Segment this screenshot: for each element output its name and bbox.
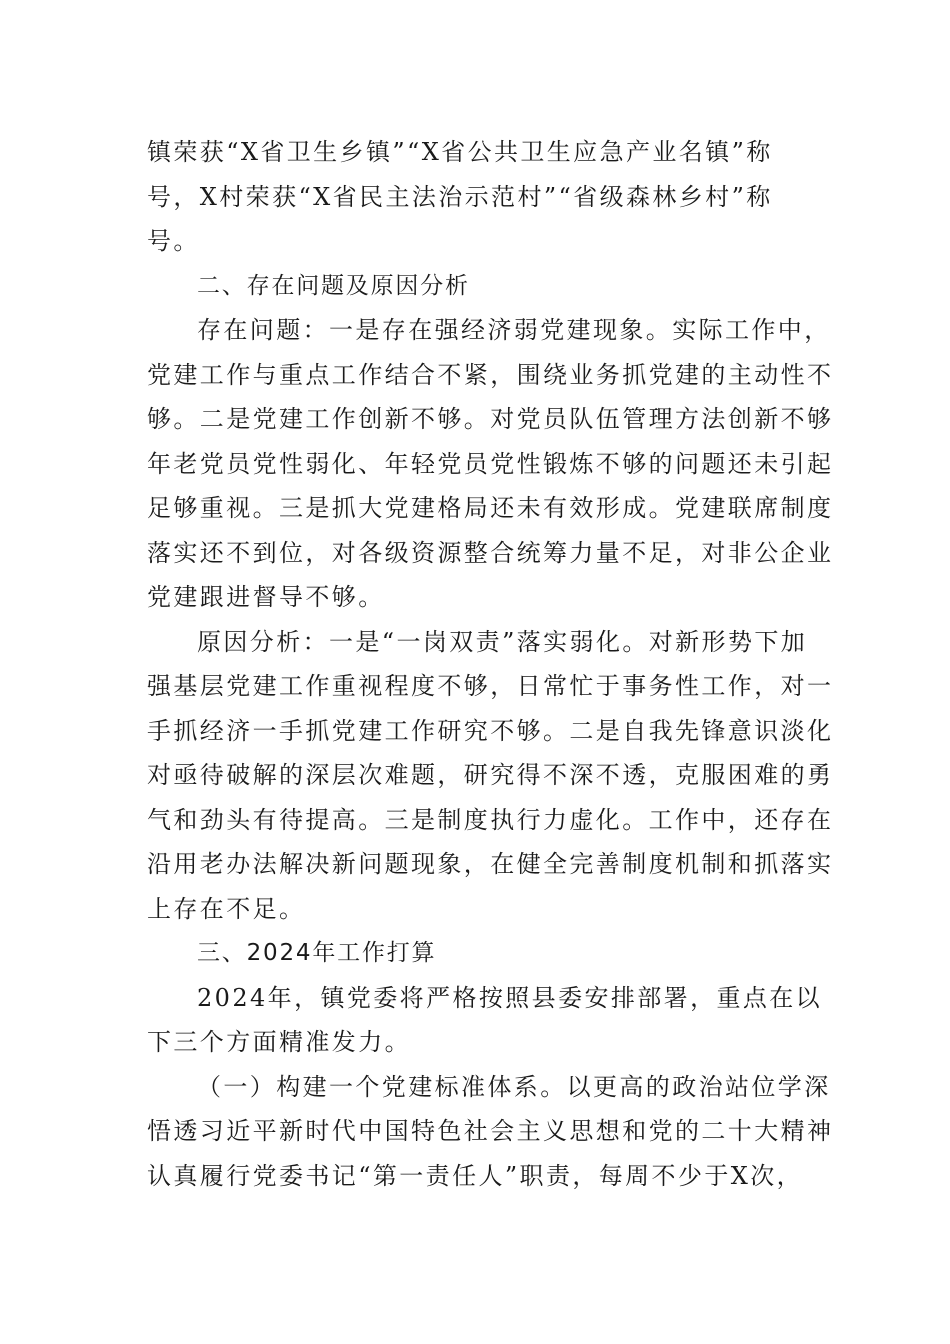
body-line: 上存在不足。 xyxy=(147,894,306,923)
body-line: 2024年，镇党委将严格按照县委安排部署，重点在以 xyxy=(197,983,823,1012)
section-heading-problems: 二、存在问题及原因分析 xyxy=(197,272,470,299)
body-line: 沿用老办法解决新问题现象，在健全完善制度机制和抓落实 xyxy=(147,850,834,878)
body-line: 对亟待破解的深层次难题，研究得不深不透，克服困难的勇 xyxy=(147,761,834,789)
body-line: 落实还不到位，对各级资源整合统筹力量不足，对非公企业 xyxy=(147,538,834,567)
body-line: 认真履行党委书记“第一责任人”职责，每周不少于X次， xyxy=(147,1161,804,1190)
document-body xyxy=(147,130,834,1198)
body-line: 号，X村荣获“X省民主法治示范村”“省级森林乡村”称 xyxy=(147,182,773,211)
body-line: 强基层党建工作重视程度不够，日常忙于事务性工作，对一 xyxy=(147,672,834,700)
body-line: 镇荣获“X省卫生乡镇”“X省公共卫生应急产业名镇”称 xyxy=(147,138,773,166)
body-line: 够。二是党建工作创新不够。对党员队伍管理方法创新不够 xyxy=(147,405,834,433)
body-line: 气和劲头有待提高。三是制度执行力虚化。工作中，还存在 xyxy=(147,805,834,834)
body-line: 党建跟进督导不够。 xyxy=(147,583,385,611)
body-line: 悟透习近平新时代中国特色社会主义思想和党的二十大精神 xyxy=(147,1117,834,1145)
body-line: 下三个方面精准发力。 xyxy=(147,1028,411,1056)
body-line: 手抓经济一手抓党建工作研究不够。二是自我先锋意识淡化 xyxy=(147,716,834,745)
body-line: 足够重视。三是抓大党建格局还未有效形成。党建联席制度 xyxy=(147,494,834,522)
body-line: （一）构建一个党建标准体系。以更高的政治站位学深 xyxy=(197,1072,831,1101)
body-line: 号。 xyxy=(147,227,200,255)
body-line: 年老党员党性弱化、年轻党员党性锻炼不够的问题还未引起 xyxy=(147,449,834,478)
body-line: 党建工作与重点工作结合不紧，围绕业务抓党建的主动性不 xyxy=(147,360,834,389)
body-line: 存在问题：一是存在强经济弱党建现象。实际工作中， xyxy=(197,316,831,344)
body-line: 原因分析：一是“一岗双责”落实弱化。对新形势下加 xyxy=(197,627,808,656)
section-heading-plan: 三、2024年工作打算 xyxy=(197,940,437,966)
